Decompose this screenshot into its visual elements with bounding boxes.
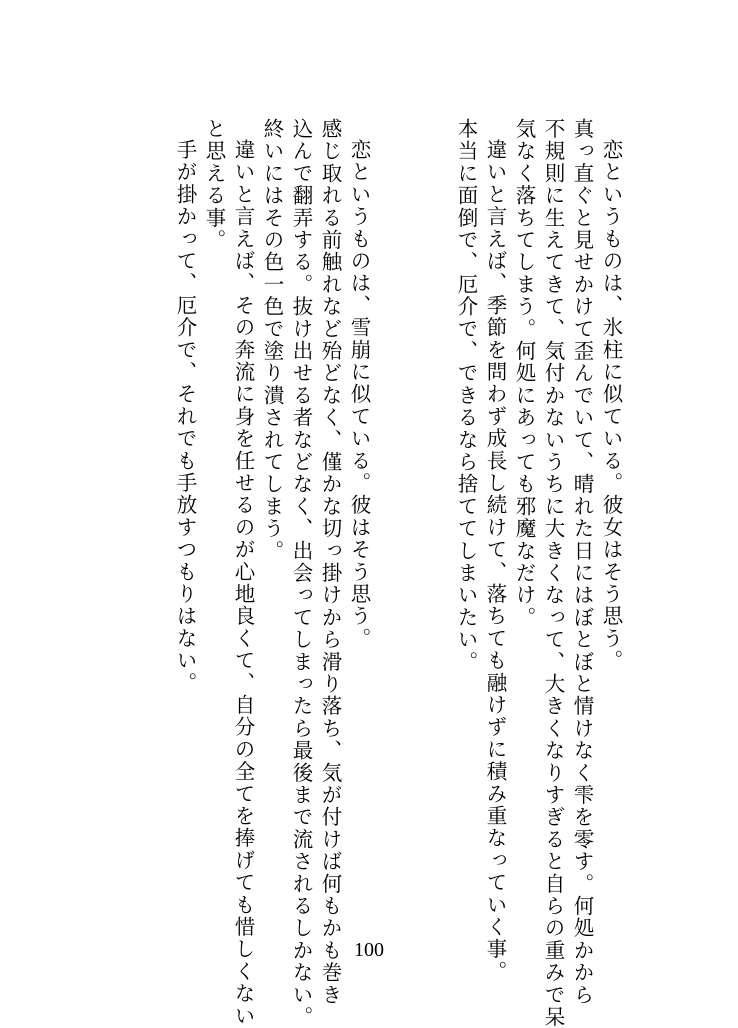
text-line: 本当に面倒で、厄介で、できるなら捨ててしまいたい。 — [454, 118, 478, 673]
text-line: 真っ直ぐと見せかけて歪んでいて、晴れた日にはぼとぼと情けなく雫を零す。何処かから — [570, 118, 594, 1006]
text-line: 不規則に生えてきて、気付かないうちに大きくなって、大きくなりすぎると自らの重みで呆 — [541, 118, 565, 1028]
paragraph-block-1 — [451, 118, 625, 1028]
paragraph-block-2 — [170, 118, 373, 1028]
text-line: 違いと言えば、季節を問わず成長し続けて、落ちても融けずに積み重なっていく事。 — [483, 138, 507, 983]
text-line: と思える事。 — [202, 118, 226, 252]
text-line: 恋というものは、氷柱に似ている。彼女はそう思う。 — [599, 138, 623, 672]
text-line: 終いにはその色一色で塗り潰されてしまう。 — [260, 118, 284, 562]
text-line: 恋というものは、雪崩に似ている。彼はそう思う。 — [347, 138, 371, 650]
page-number: 100 — [354, 939, 384, 961]
text-line: 気なく落ちてしまう。何処にあっても邪魔なだけ。 — [512, 118, 536, 629]
text-line: 手が掛かって、厄介で、それでも手放すつもりはない。 — [173, 138, 197, 694]
text-line: 込んで翻弄する。抜け出せる者などなく、出会ってしまったら最後まで流されるしかない。 — [289, 118, 313, 1028]
text-line: 感じ取れる前触れなど殆どなく、僅かな切っ掛けから滑り落ち、気が付けば何もかも巻き — [318, 118, 342, 1006]
text-line: 違いと言えば、その奔流に身を任せるのが心地良くて、自分の全てを捧げても惜しくない — [231, 138, 255, 1027]
